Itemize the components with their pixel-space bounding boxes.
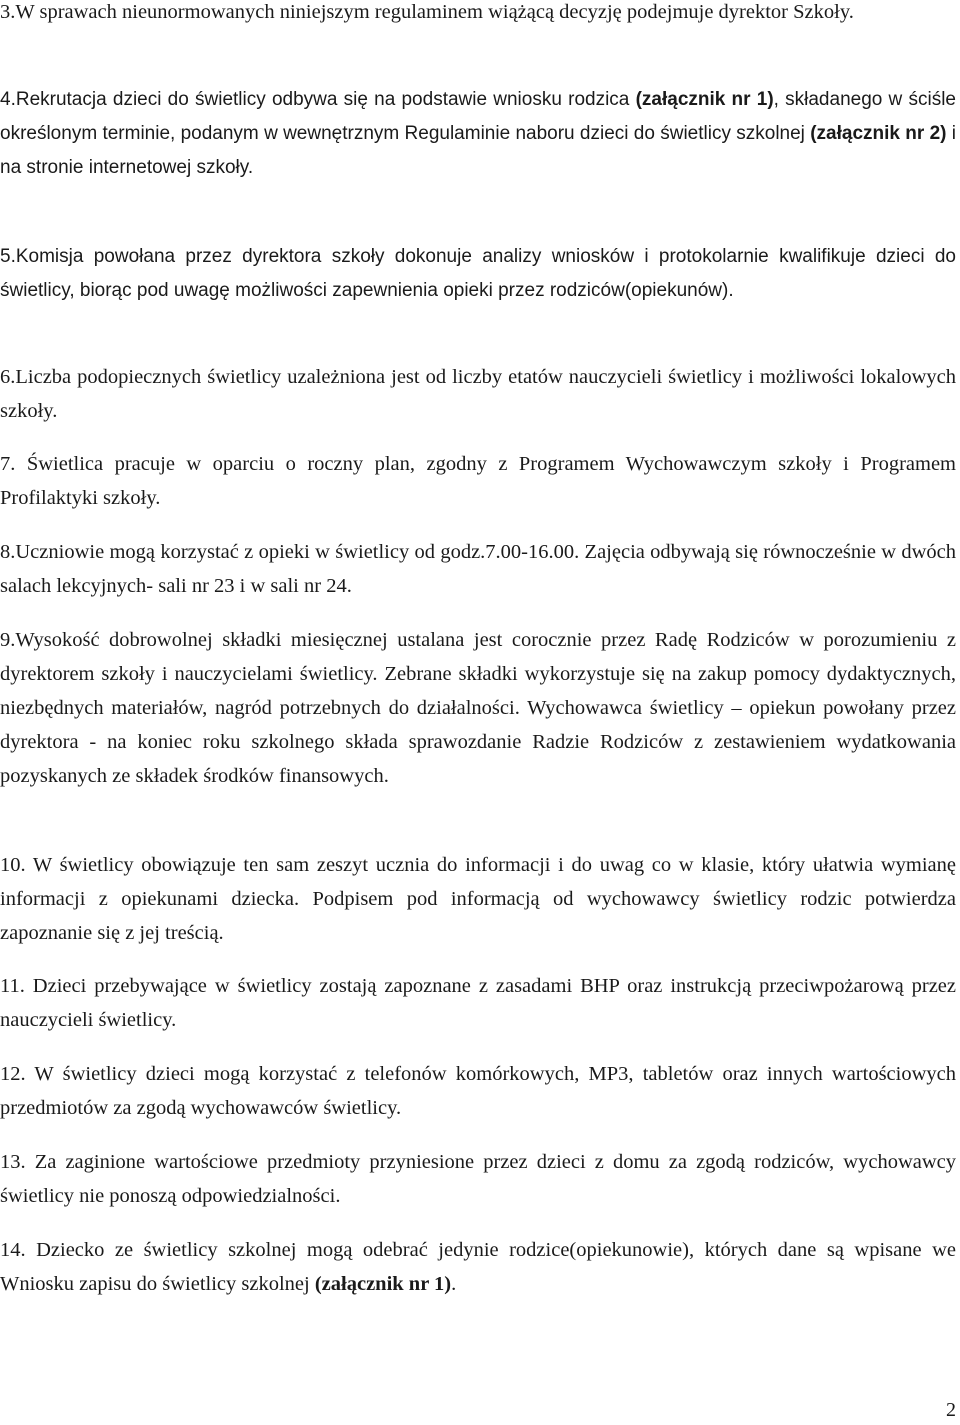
paragraph-11 — [0, 969, 956, 1037]
paragraph-5 — [0, 240, 956, 308]
paragraph-6-text: 6.Liczba podopiecznych świetlicy uzależniona jest od liczby etatów nauczycieli świetlicy i możliwości lokalowych szkoły. — [0, 366, 956, 422]
paragraph-3-text: 3.W sprawach nieunormowanych niniejszym regulaminem wiążącą decyzję podejmuje dyrektor Szkoły. — [0, 1, 854, 23]
paragraph-4 — [0, 83, 956, 185]
paragraph-13-text: 13. Za zaginione wartościowe przedmioty przyniesione przez dzieci z domu za zgodą rodziców, wychowawcy świetlicy nie ponoszą odpowiedzialności. — [0, 1151, 956, 1207]
paragraph-9-text: 9.Wysokość dobrowolnej składki miesięcznej ustalana jest corocznie przez Radę Rodziców w porozumieniu z dyrektorem szkoły i nauczycielami świetlicy. Zebrane składki wykorzystuje się na zakup pomocy dydaktycznych, niezbędnych materiałów, nagród potrzebnych do działalności. Wychowawca świetlicy – opiekun powołany przez dyrektora - na koniec roku szkolnego składa sprawozdanie Radzie Rodziców z zestawieniem wydatkowania pozyskanych ze składek środków finansowych. — [0, 629, 956, 787]
page-number: 2 — [946, 1399, 956, 1421]
paragraph-4-end: i na stronie internetowej szkoły. — [0, 123, 957, 178]
paragraph-4-start: 4.Rekrutacja dzieci do świetlicy odbywa się na podstawie wniosku rodzica — [0, 89, 636, 110]
paragraph-8 — [0, 535, 956, 603]
paragraph-7-text: 7. Świetlica pracuje w oparciu o roczny plan, zgodny z Programem Wychowawczym szkoły i Programem Profilaktyki szkoły. — [0, 453, 956, 509]
paragraph-14 — [0, 1233, 956, 1301]
paragraph-6 — [0, 360, 956, 428]
paragraph-9 — [0, 623, 956, 793]
paragraph-7 — [0, 447, 956, 515]
paragraph-11-text: 11. Dzieci przebywające w świetlicy zostają zapoznane z zasadami BHP oraz instrukcją przeciwpożarową przez nauczycieli świetlicy. — [0, 975, 956, 1031]
paragraph-10 — [0, 848, 956, 950]
paragraph-3 — [0, 0, 956, 29]
paragraph-4-middle: , składanego w ściśle określonym terminie, podanym w wewnętrznym Regulaminie naboru dzieci do świetlicy szkolnej — [0, 89, 956, 144]
paragraph-12-text: 12. W świetlicy dzieci mogą korzystać z telefonów komórkowych, MP3, tabletów oraz innych wartościowych przedmiotów za zgodą wychowawców świetlicy. — [0, 1063, 956, 1119]
paragraph-13 — [0, 1145, 956, 1213]
paragraph-14-end: . — [451, 1273, 457, 1295]
paragraph-14-start: 14. Dziecko ze świetlicy szkolnej mogą odebrać jedynie rodzice(opiekunowie), których dane są wpisane we Wniosku zapisu do świetlicy szkolnej — [0, 1239, 956, 1295]
paragraph-4-attachment-1: (załącznik nr 1) — [635, 89, 774, 110]
paragraph-14-attachment-1: (załącznik nr 1) — [314, 1273, 452, 1295]
paragraph-5-text: 5.Komisja powołana przez dyrektora szkoły dokonuje analizy wniosków i protokolarnie kwalifikuje dzieci do świetlicy, biorąc pod uwagę możliwości zapewnienia opieki przez rodziców(opiekunów). — [0, 246, 956, 301]
paragraph-4-attachment-2: (załącznik nr 2) — [810, 123, 947, 144]
paragraph-10-text: 10. W świetlicy obowiązuje ten sam zeszyt ucznia do informacji i do uwag co w klasie, który ułatwia wymianę informacji z opiekunami dziecka. Podpisem pod informacją od wychowawcy świetlicy rodzic potwierdza zapoznanie się z jej treścią. — [0, 854, 956, 944]
paragraph-12 — [0, 1057, 956, 1125]
paragraph-8-text: 8.Uczniowie mogą korzystać z opieki w świetlicy od godz.7.00-16.00. Zajęcia odbywają się równocześnie w dwóch salach lekcyjnych- sali nr 23 i w sali nr 24. — [0, 541, 956, 597]
